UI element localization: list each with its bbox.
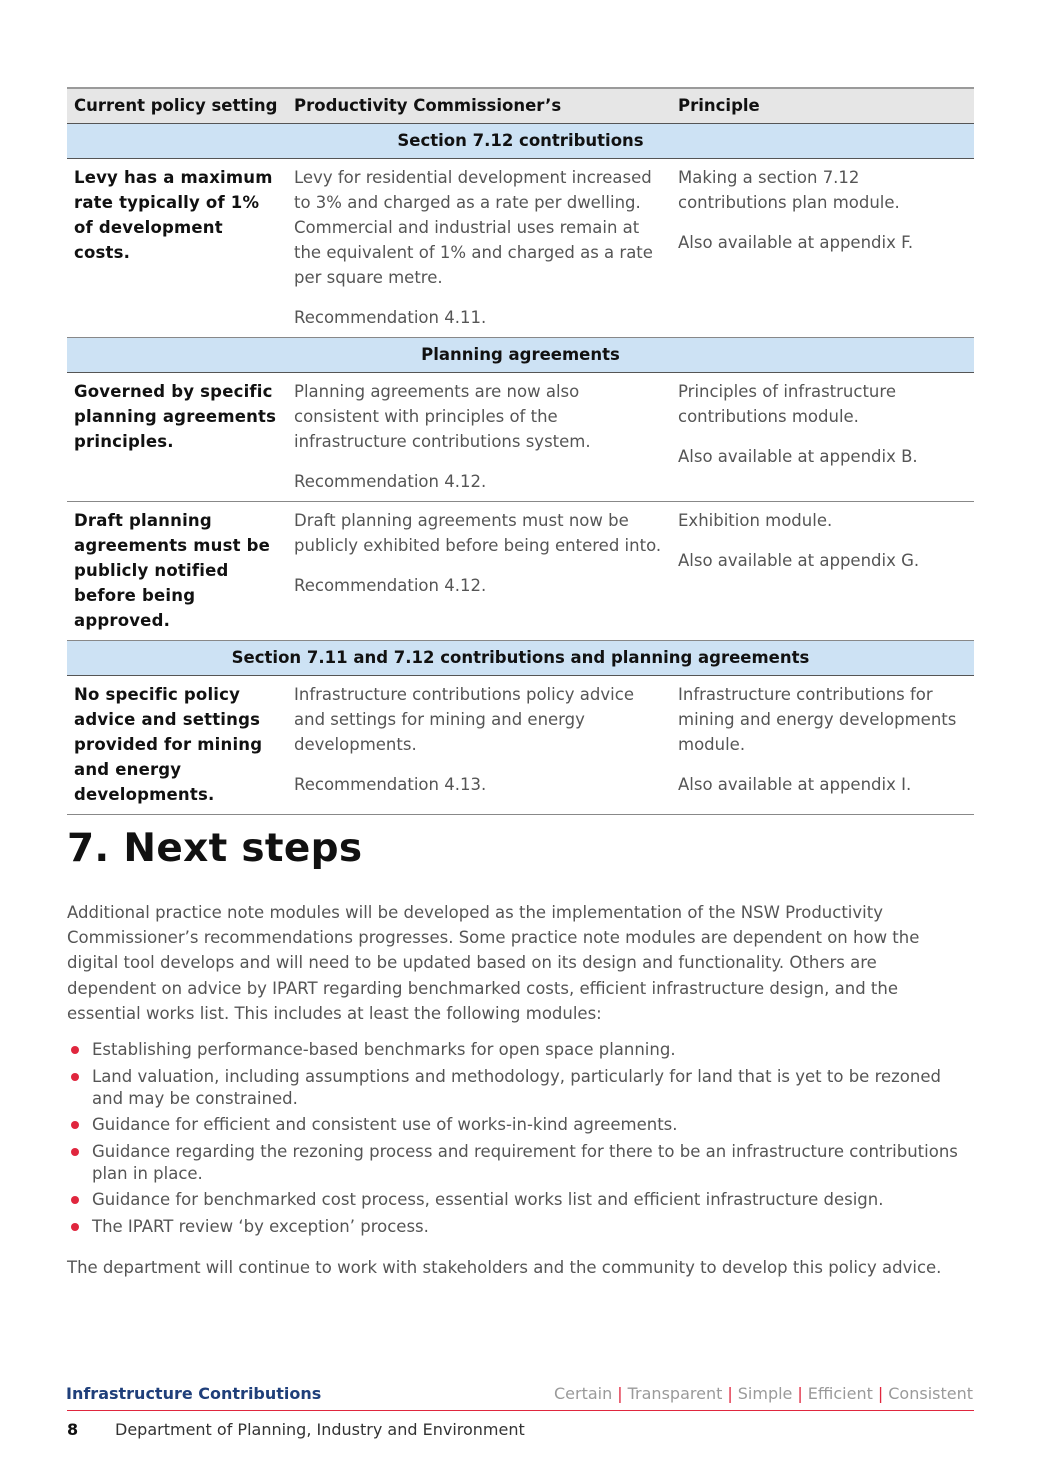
list-item-text: Guidance for efficient and consistent use of works-in-kind agreements. (92, 1115, 678, 1134)
header-commissioner: Productivity Commissioner’s (287, 88, 671, 123)
commissioner-cell (287, 501, 671, 640)
appendix-ref: Also available at appendix F. (678, 232, 914, 252)
page-number: 8 (67, 1420, 79, 1439)
closing-paragraph: The department will continue to work with stakeholders and the community to develop this policy advice. (67, 1258, 942, 1277)
recommendation-ref: Recommendation 4.13. (294, 774, 487, 794)
footer-value: Certain (553, 1384, 613, 1403)
table-row (67, 675, 974, 814)
principle-text: Making a section 7.12 contributions plan module. (678, 167, 900, 212)
footer-separator: | (727, 1384, 733, 1403)
principle-text: Infrastructure contributions for mining and energy developments module. (678, 684, 957, 754)
principle-cell (671, 372, 974, 501)
list-item-text: Guidance for benchmarked cost process, essential works list and efficient infrastructure design. (92, 1190, 884, 1209)
footer-separator: | (617, 1384, 623, 1403)
section-heading: 7. Next steps (67, 826, 363, 871)
footer-value: Efficient (807, 1384, 873, 1403)
appendix-ref: Also available at appendix I. (678, 774, 912, 794)
commissioner-text: Planning agreements are now also consistent with principles of the infrastructure contributions system. (294, 381, 591, 451)
policy-setting-cell: Governed by specific planning agreements principles. (67, 372, 287, 501)
bullet-dot-icon (71, 1046, 79, 1054)
list-item (67, 1114, 967, 1136)
bullet-dot-icon (71, 1223, 79, 1231)
table-header-row (67, 88, 974, 123)
list-item (67, 1189, 967, 1211)
commissioner-text: Levy for residential development increased to 3% and charged as a rate per dwelling. Commercial and industrial uses remain at the equivalent of 1% and charged as a rate per square metre. (294, 167, 653, 287)
commissioner-text: Infrastructure contributions policy advice and settings for mining and energy developments. (294, 684, 634, 754)
footer-divider (67, 1410, 974, 1411)
list-item (67, 1216, 967, 1238)
list-item-text: The IPART review ‘by exception’ process. (92, 1216, 429, 1236)
header-current-policy: Current policy setting (67, 88, 287, 123)
recommendation-ref: Recommendation 4.12. (294, 575, 487, 595)
principle-cell (671, 158, 974, 337)
list-item (67, 1066, 967, 1110)
list-item-text: Guidance regarding the rezoning process and requirement for there to be an infrastructure contributions plan in place. (92, 1141, 958, 1183)
commissioner-text: Draft planning agreements must now be publicly exhibited before being entered into. (294, 510, 662, 555)
section-row (67, 337, 974, 372)
principle-text: Principles of infrastructure contributions module. (678, 381, 896, 426)
section-row (67, 123, 974, 158)
table-row (67, 372, 974, 501)
commissioner-cell (287, 158, 671, 337)
section-title: Planning agreements (67, 337, 974, 372)
section-row (67, 640, 974, 675)
policy-setting-cell: Draft planning agreements must be publicly notified before being approved. (67, 501, 287, 640)
header-principle: Principle (671, 88, 974, 123)
commissioner-cell (287, 675, 671, 814)
principle-cell (671, 675, 974, 814)
table-row (67, 501, 974, 640)
table-row (67, 158, 974, 337)
policy-setting-cell: Levy has a maximum rate typically of 1% of development costs. (67, 158, 287, 337)
section-title: Section 7.12 contributions (67, 123, 974, 158)
bullet-dot-icon (71, 1148, 79, 1156)
list-item (67, 1141, 967, 1185)
footer-separator: | (877, 1384, 884, 1403)
footer-value: Consistent (888, 1384, 973, 1403)
appendix-ref: Also available at appendix G. (678, 550, 920, 570)
bullet-dot-icon (71, 1121, 79, 1129)
appendix-ref: Also available at appendix B. (678, 446, 918, 466)
commissioner-cell (287, 372, 671, 501)
footer-brand: Infrastructure Contributions (66, 1384, 322, 1403)
footer-value: Simple (737, 1384, 793, 1403)
policy-setting-cell: No specific policy advice and settings provided for mining and energy developments. (67, 675, 287, 814)
bullet-dot-icon (71, 1196, 79, 1204)
intro-paragraph: Additional practice note modules will be developed as the implementation of the NSW Productivity Commissioner’s recommendations progresses. Some practice note modules are dependent on how the digital tool develops and will need to be updated based on its design and functionality. Others are dependent on advice by IPART regarding benchmarked costs, efficient infrastructure design, and the essential works list. This includes at least the following modules: (67, 903, 920, 1023)
department-name: Department of Planning, Industry and Environment (115, 1420, 525, 1439)
list-item-text: Land valuation, including assumptions and methodology, particularly for land that is yet to be rezoned and may be constrained. (92, 1066, 941, 1108)
principle-text: Exhibition module. (678, 510, 833, 530)
policy-table (67, 87, 974, 815)
modules-list (67, 1039, 967, 1242)
list-item (67, 1039, 967, 1061)
footer-value: Transparent (627, 1384, 723, 1403)
section-title: Section 7.11 and 7.12 contributions and planning agreements (67, 640, 974, 675)
bullet-dot-icon (71, 1073, 79, 1081)
recommendation-ref: Recommendation 4.12. (294, 471, 487, 491)
footer-separator: | (797, 1384, 803, 1403)
footer-values (554, 1384, 973, 1403)
recommendation-ref: Recommendation 4.11. (294, 307, 487, 327)
principle-cell (671, 501, 974, 640)
list-item-text: Establishing performance-based benchmarks for open space planning. (92, 1040, 676, 1059)
